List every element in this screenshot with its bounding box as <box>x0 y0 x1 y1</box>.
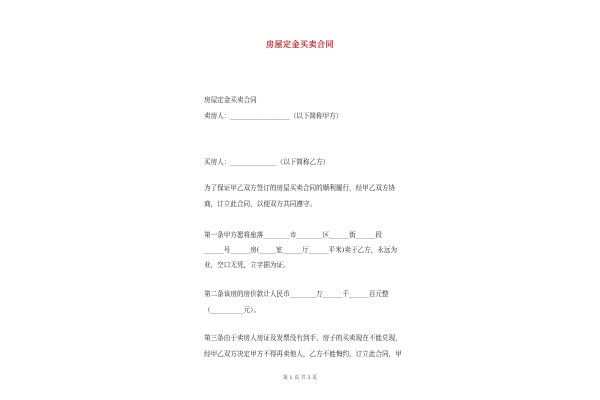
page-number: 第 1 页 共 3 页 <box>282 375 318 381</box>
buyer-line: 买房人：______________（以下简称乙方） <box>204 158 330 166</box>
clause-1-line-3: 业，空口无凭，立字据为证。 <box>204 261 290 269</box>
seller-line: 卖房人：__________________（以下简称甲方） <box>204 112 343 120</box>
clause-1-line-1: 第一条甲方愿将座落________市________区______街______段 <box>204 231 383 239</box>
clause-3-line-1: 第三条由于卖房人房证及发票没有到手，房子的买卖现在不能兑现， <box>204 334 402 342</box>
preamble-line-1: 为了保证甲乙双方签订的房屋买卖合同的顺利履行，经甲乙双方协 <box>204 184 396 192</box>
clause-2-line-1: 第二条该房的房价款计人民币________万______千______百元整 <box>204 290 389 298</box>
clause-2-line-2: （__________元）。 <box>204 306 261 314</box>
clause-1-line-2: ______号______房(_____室______厅______平米)卖于乙方，永远为 <box>204 246 398 254</box>
document-subtitle: 房屋定金买卖合同 <box>204 96 257 104</box>
clause-3-line-2: 经甲乙双方决定甲方不得再卖他人，乙方不能悔约，订立此合同，甲 <box>204 350 402 358</box>
document-title: 房屋定金买卖合同 <box>266 39 334 49</box>
preamble-line-2: 商，订立此合同，以便双方共同遵守。 <box>204 200 317 208</box>
